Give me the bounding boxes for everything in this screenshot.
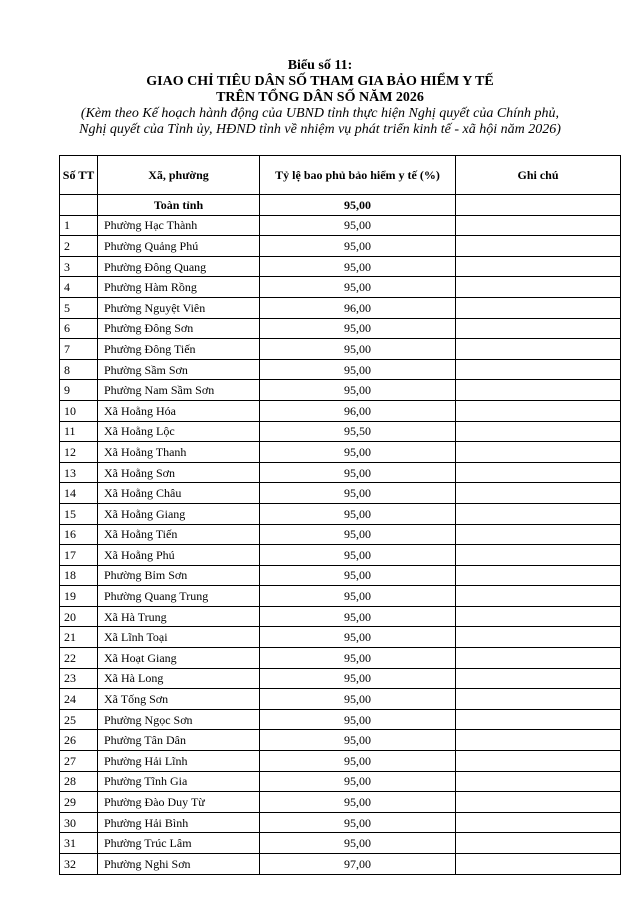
rate-cell: 95,00 [260, 709, 456, 730]
stt-cell: 30 [60, 812, 98, 833]
rate-cell: 95,00 [260, 751, 456, 772]
rate-cell: 95,00 [260, 833, 456, 854]
table-row [60, 606, 621, 627]
rate-cell: 96,00 [260, 400, 456, 421]
note-cell [456, 565, 621, 586]
table-row [60, 318, 621, 339]
table-row [60, 421, 621, 442]
note-cell [456, 668, 621, 689]
table-row [60, 751, 621, 772]
name-cell: Phường Đông Quang [98, 256, 260, 277]
note-cell [456, 730, 621, 751]
form-number: Biểu số 11: [287, 58, 353, 73]
note-cell [456, 339, 621, 360]
rate-cell: 95,00 [260, 256, 456, 277]
stt-cell: 24 [60, 689, 98, 710]
stt-cell: 8 [60, 359, 98, 380]
name-cell: Xã Lĩnh Toại [98, 627, 260, 648]
stt-cell: 16 [60, 524, 98, 545]
table-row [60, 236, 621, 257]
rate-cell: 95,00 [260, 380, 456, 401]
rate-cell: 95,00 [260, 318, 456, 339]
col-header-rate: Tỷ lệ bao phủ bảo hiểm y tế (%) [260, 156, 456, 195]
table-row [60, 339, 621, 360]
name-cell: Phường Hàm Rồng [98, 277, 260, 298]
name-cell: Xã Hoằng Giang [98, 503, 260, 524]
name-cell: Phường Tĩnh Gia [98, 771, 260, 792]
note-cell [456, 318, 621, 339]
note-cell [456, 709, 621, 730]
table-row [60, 277, 621, 298]
note-cell [456, 380, 621, 401]
document-title: GIAO CHỈ TIÊU DÂN SỐ THAM GIA BẢO HIỂM Y TẾ [146, 74, 494, 89]
stt-cell: 32 [60, 854, 98, 875]
table-row [60, 833, 621, 854]
table-row [60, 771, 621, 792]
rate-cell: 97,00 [260, 854, 456, 875]
table-row [60, 442, 621, 463]
stt-cell: 25 [60, 709, 98, 730]
table-row [60, 854, 621, 875]
rate-cell: 95,00 [260, 792, 456, 813]
table-row [60, 668, 621, 689]
rate-cell: 95,00 [260, 277, 456, 298]
name-cell: Xã Hoằng Châu [98, 483, 260, 504]
note-cell [456, 297, 621, 318]
name-cell: Phường Nghi Sơn [98, 854, 260, 875]
name-cell: Phường Bỉm Sơn [98, 565, 260, 586]
name-cell: Xã Tống Sơn [98, 689, 260, 710]
stt-cell: 12 [60, 442, 98, 463]
rate-cell: 95,00 [260, 730, 456, 751]
stt-cell: 20 [60, 606, 98, 627]
note-cell [456, 648, 621, 669]
name-cell: Xã Hoằng Hóa [98, 400, 260, 421]
name-cell: Xã Hoằng Phú [98, 545, 260, 566]
rate-cell: 95,00 [260, 812, 456, 833]
name-cell: Xã Hoạt Giang [98, 648, 260, 669]
stt-cell: 21 [60, 627, 98, 648]
name-cell: Phường Quang Trung [98, 586, 260, 607]
table-header-row [60, 156, 621, 195]
table-row [60, 730, 621, 751]
stt-cell: 4 [60, 277, 98, 298]
note-cell [456, 236, 621, 257]
col-header-note: Ghi chú [456, 156, 621, 195]
note-cell [456, 359, 621, 380]
table-row [60, 256, 621, 277]
note-cell [456, 751, 621, 772]
total-rate-cell: 95,00 [260, 195, 456, 216]
rate-cell: 95,00 [260, 359, 456, 380]
name-cell: Phường Hải Lĩnh [98, 751, 260, 772]
table-row [60, 359, 621, 380]
total-name-cell: Toàn tỉnh [98, 195, 260, 216]
stt-cell: 14 [60, 483, 98, 504]
note-cell [456, 545, 621, 566]
name-cell: Xã Hoằng Tiến [98, 524, 260, 545]
rate-cell: 95,00 [260, 236, 456, 257]
stt-cell: 26 [60, 730, 98, 751]
rate-cell: 95,00 [260, 648, 456, 669]
table-row [60, 545, 621, 566]
stt-cell: 15 [60, 503, 98, 524]
rate-cell: 95,00 [260, 565, 456, 586]
name-cell: Phường Tân Dân [98, 730, 260, 751]
note-cell [456, 606, 621, 627]
table-row [60, 462, 621, 483]
note-cell [456, 462, 621, 483]
stt-cell: 19 [60, 586, 98, 607]
table-row [60, 586, 621, 607]
table-row [60, 297, 621, 318]
rate-cell: 95,00 [260, 524, 456, 545]
note-cell [456, 256, 621, 277]
table-row [60, 524, 621, 545]
note-cell [456, 771, 621, 792]
note-cell [456, 400, 621, 421]
table-row [60, 400, 621, 421]
rate-cell: 95,00 [260, 606, 456, 627]
total-stt-cell [60, 195, 98, 216]
stt-cell: 1 [60, 215, 98, 236]
table-row [60, 792, 621, 813]
name-cell: Phường Nam Sầm Sơn [98, 380, 260, 401]
document-subtitle: TRÊN TỔNG DÂN SỐ NĂM 2026 [216, 90, 424, 105]
table-row [60, 709, 621, 730]
table-row [60, 648, 621, 669]
rate-cell: 95,00 [260, 627, 456, 648]
table-row [60, 215, 621, 236]
name-cell: Xã Hoằng Lộc [98, 421, 260, 442]
stt-cell: 31 [60, 833, 98, 854]
stt-cell: 2 [60, 236, 98, 257]
stt-cell: 23 [60, 668, 98, 689]
rate-cell: 96,00 [260, 297, 456, 318]
coverage-table [59, 155, 621, 875]
name-cell: Xã Hoằng Sơn [98, 462, 260, 483]
note-cell [456, 524, 621, 545]
name-cell: Phường Quảng Phú [98, 236, 260, 257]
name-cell: Phường Trúc Lâm [98, 833, 260, 854]
stt-cell: 29 [60, 792, 98, 813]
note-cell [456, 689, 621, 710]
name-cell: Phường Sầm Sơn [98, 359, 260, 380]
note-cell [456, 627, 621, 648]
attachment-note-line-2: Nghị quyết của Tỉnh ủy, HĐND tỉnh về nhiệm vụ phát triển kinh tế - xã hội năm 2026) [79, 122, 561, 137]
name-cell: Phường Nguyệt Viên [98, 297, 260, 318]
stt-cell: 13 [60, 462, 98, 483]
attachment-note-line-1: (Kèm theo Kế hoạch hành động của UBND tỉnh thực hiện Nghị quyết của Chính phủ, [80, 106, 560, 121]
note-cell [456, 483, 621, 504]
name-cell: Phường Ngọc Sơn [98, 709, 260, 730]
name-cell: Xã Hoằng Thanh [98, 442, 260, 463]
note-cell [456, 792, 621, 813]
rate-cell: 95,00 [260, 339, 456, 360]
rate-cell: 95,00 [260, 586, 456, 607]
note-cell [456, 277, 621, 298]
note-cell [456, 215, 621, 236]
name-cell: Phường Đào Duy Từ [98, 792, 260, 813]
table-row [60, 689, 621, 710]
note-cell [456, 833, 621, 854]
stt-cell: 11 [60, 421, 98, 442]
rate-cell: 95,00 [260, 545, 456, 566]
stt-cell: 3 [60, 256, 98, 277]
stt-cell: 17 [60, 545, 98, 566]
table-row [60, 380, 621, 401]
note-cell [456, 854, 621, 875]
stt-cell: 18 [60, 565, 98, 586]
rate-cell: 95,00 [260, 689, 456, 710]
name-cell: Xã Hà Long [98, 668, 260, 689]
name-cell: Phường Hải Bình [98, 812, 260, 833]
stt-cell: 22 [60, 648, 98, 669]
table-row [60, 565, 621, 586]
note-cell [456, 812, 621, 833]
note-cell [456, 442, 621, 463]
col-header-stt: Số TT [60, 156, 98, 195]
stt-cell: 10 [60, 400, 98, 421]
col-header-name: Xã, phường [98, 156, 260, 195]
name-cell: Phường Đông Tiến [98, 339, 260, 360]
rate-cell: 95,00 [260, 503, 456, 524]
rate-cell: 95,00 [260, 462, 456, 483]
name-cell: Xã Hà Trung [98, 606, 260, 627]
total-row [60, 195, 621, 216]
table-row [60, 812, 621, 833]
table-row [60, 503, 621, 524]
note-cell [456, 503, 621, 524]
name-cell: Phường Hạc Thành [98, 215, 260, 236]
table-row [60, 627, 621, 648]
rate-cell: 95,00 [260, 483, 456, 504]
name-cell: Phường Đông Sơn [98, 318, 260, 339]
rate-cell: 95,00 [260, 771, 456, 792]
stt-cell: 6 [60, 318, 98, 339]
stt-cell: 9 [60, 380, 98, 401]
stt-cell: 28 [60, 771, 98, 792]
stt-cell: 5 [60, 297, 98, 318]
note-cell [456, 586, 621, 607]
rate-cell: 95,50 [260, 421, 456, 442]
rate-cell: 95,00 [260, 668, 456, 689]
rate-cell: 95,00 [260, 442, 456, 463]
total-note-cell [456, 195, 621, 216]
note-cell [456, 421, 621, 442]
document-header [0, 58, 640, 138]
stt-cell: 27 [60, 751, 98, 772]
rate-cell: 95,00 [260, 215, 456, 236]
stt-cell: 7 [60, 339, 98, 360]
table-row [60, 483, 621, 504]
